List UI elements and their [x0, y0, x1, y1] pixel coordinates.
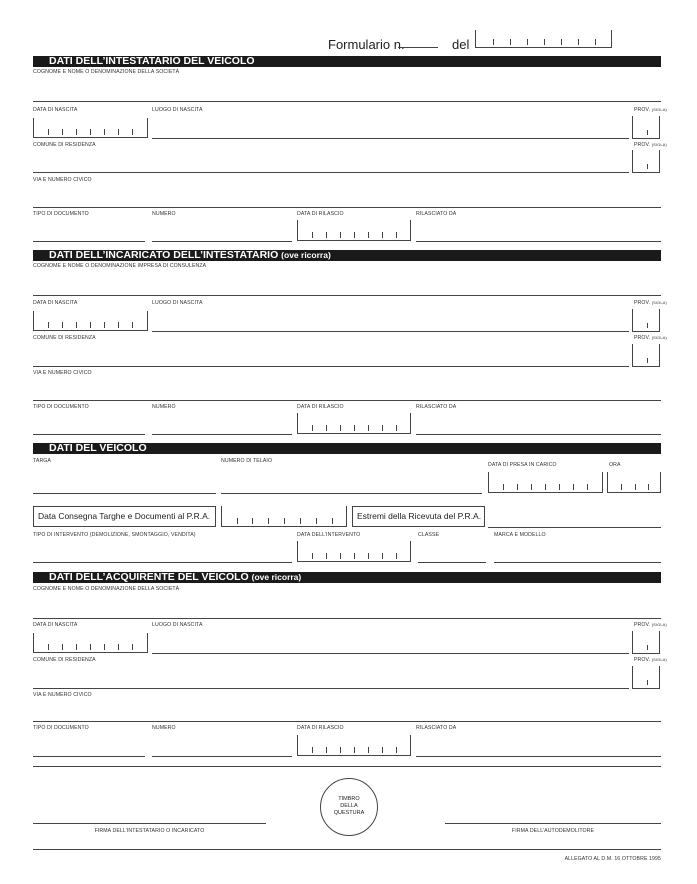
label-tipo-doc: TIPO DI DOCUMENTO	[33, 211, 89, 217]
signature-line-autodemolitore[interactable]	[445, 823, 661, 824]
field-numero[interactable]	[152, 434, 292, 435]
section-header-veicolo: DATI DEL VEICOLO	[33, 443, 661, 454]
prov-box-comune[interactable]	[632, 150, 660, 173]
consegna-label-box: Data Consegna Targhe e Documenti al P.R.A.	[33, 506, 216, 527]
field-rilasciato-da[interactable]	[416, 434, 661, 435]
label-comune: COMUNE DI RESIDENZA	[33, 335, 96, 341]
prov-box-nascita[interactable]	[632, 116, 660, 139]
data-nascita-boxes[interactable]	[33, 311, 148, 331]
label-numero: NUMERO	[152, 404, 176, 410]
label-prov: PROV. (SIGLA)	[634, 142, 667, 148]
data-rilascio-boxes[interactable]	[297, 735, 411, 756]
field-tipo-doc[interactable]	[33, 756, 145, 757]
label-targa: TARGA	[33, 458, 51, 464]
divider	[33, 766, 661, 767]
stamp-text-1: TIMBRO	[338, 796, 360, 802]
label-rilasciato-da: RILASCIATO DA	[416, 404, 457, 410]
label-rilasciato-da: RILASCIATO DA	[416, 725, 457, 731]
field-luogo-nascita[interactable]	[152, 653, 629, 654]
field-cognome-impresa[interactable]	[33, 295, 661, 296]
field-targa[interactable]	[33, 493, 216, 494]
label-prov: PROV. (SIGLA)	[634, 335, 667, 341]
label-marca: MARCA E MODELLO	[494, 532, 546, 538]
label-via: VIA E NUMERO CIVICO	[33, 370, 92, 376]
ora-boxes[interactable]	[607, 472, 661, 493]
field-luogo-nascita[interactable]	[152, 138, 629, 139]
data-presa-boxes[interactable]	[488, 472, 603, 493]
label-data-presa: DATA DI PRESA IN CARICO	[488, 462, 557, 468]
label-rilasciato-da: RILASCIATO DA	[416, 211, 457, 217]
field-numero[interactable]	[152, 756, 292, 757]
label-tipo-doc: TIPO DI DOCUMENTO	[33, 404, 89, 410]
data-rilascio-boxes[interactable]	[297, 220, 411, 241]
label-via: VIA E NUMERO CIVICO	[33, 692, 92, 698]
label-prov: PROV. (SIGLA)	[634, 300, 667, 306]
field-comune[interactable]	[33, 366, 629, 367]
field-estremi[interactable]	[488, 527, 661, 528]
prov-box-nascita[interactable]	[632, 631, 660, 654]
stamp-circle	[320, 778, 378, 836]
data-intervento-boxes[interactable]	[297, 541, 411, 562]
field-telaio[interactable]	[221, 493, 482, 494]
section-header-acquirente: DATI DELL’ACQUIRENTE DEL VEICOLO (ove ricorra)	[33, 572, 661, 583]
label-cognome: COGNOME E NOME O DENOMINAZIONE DELLA SOCIETÀ	[33, 586, 180, 592]
label-comune: COMUNE DI RESIDENZA	[33, 657, 96, 663]
field-via[interactable]	[33, 400, 661, 401]
allegato-text: ALLEGATO AL D.M. 16 OTTOBRE 1995	[564, 856, 661, 862]
field-luogo-nascita[interactable]	[152, 331, 629, 332]
label-via: VIA E NUMERO CIVICO	[33, 177, 92, 183]
stamp-text-2: DELLA	[340, 803, 358, 809]
field-via[interactable]	[33, 207, 661, 208]
label-classe: CLASSE	[418, 532, 440, 538]
label-ora: ORA	[609, 462, 621, 468]
field-rilasciato-da[interactable]	[416, 241, 661, 242]
data-rilascio-boxes[interactable]	[297, 413, 411, 434]
field-classe[interactable]	[418, 562, 486, 563]
estremi-label-box: Estremi della Ricevuta del P.R.A.	[352, 506, 485, 527]
label-data-nascita: DATA DI NASCITA	[33, 622, 78, 628]
label-telaio: NUMERO DI TELAIO	[221, 458, 273, 464]
field-via[interactable]	[33, 721, 661, 722]
data-nascita-boxes[interactable]	[33, 118, 148, 138]
field-numero[interactable]	[152, 241, 292, 242]
label-numero: NUMERO	[152, 725, 176, 731]
field-rilasciato-da[interactable]	[416, 756, 661, 757]
label-firma-autodemolitore: FIRMA DELL’AUTODEMOLITORE	[511, 828, 595, 834]
field-cognome[interactable]	[33, 618, 661, 619]
header-date-boxes[interactable]	[475, 30, 612, 48]
label-data-intervento: DATA DELL’INTERVENTO	[297, 532, 361, 538]
prov-box-comune[interactable]	[632, 666, 660, 689]
field-tipo-doc[interactable]	[33, 434, 145, 435]
label-data-rilascio: DATA DI RILASCIO	[297, 725, 344, 731]
footer-divider	[33, 849, 661, 850]
data-consegna-boxes[interactable]	[221, 506, 347, 527]
label-cognome-impresa: COGNOME E NOME O DENOMINAZIONE IMPRESA DI CONSULENZA	[33, 263, 207, 269]
label-data-rilascio: DATA DI RILASCIO	[297, 404, 344, 410]
label-tipo-intervento: TIPO DI INTERVENTO (DEMOLIZIONE, SMONTAGGIO, VENDITA)	[33, 532, 196, 538]
del-label: del	[452, 37, 470, 52]
label-luogo-nascita: LUOGO DI NASCITA	[152, 107, 203, 113]
field-tipo-doc[interactable]	[33, 241, 145, 242]
field-comune[interactable]	[33, 688, 629, 689]
label-firma-intestatario: FIRMA DELL’INTESTATARIO O INCARICATO	[94, 828, 205, 834]
label-luogo-nascita: LUOGO DI NASCITA	[152, 300, 203, 306]
field-comune[interactable]	[33, 172, 629, 173]
prov-box-nascita[interactable]	[632, 309, 660, 332]
label-tipo-doc: TIPO DI DOCUMENTO	[33, 725, 89, 731]
label-cognome: COGNOME E NOME O DENOMINAZIONE DELLA SOCIETÀ	[33, 69, 180, 75]
label-data-nascita: DATA DI NASCITA	[33, 107, 78, 113]
label-prov: PROV. (SIGLA)	[634, 622, 667, 628]
stamp-text-3: QUESTURA	[333, 810, 365, 816]
section-header-incaricato: DATI DELL’INCARICATO DELL’INTESTATARIO (ove ricorra)	[33, 250, 661, 261]
label-prov: PROV. (SIGLA)	[634, 657, 667, 663]
prov-box-comune[interactable]	[632, 344, 660, 367]
data-nascita-boxes[interactable]	[33, 633, 148, 653]
label-data-nascita: DATA DI NASCITA	[33, 300, 78, 306]
formulario-number-line[interactable]	[398, 47, 438, 48]
section-header-intestatario: DATI DELL’INTESTATARIO DEL VEICOLO	[33, 56, 661, 67]
field-cognome[interactable]	[33, 101, 661, 102]
signature-line-intestatario[interactable]	[33, 823, 266, 824]
label-data-rilascio: DATA DI RILASCIO	[297, 211, 344, 217]
label-luogo-nascita: LUOGO DI NASCITA	[152, 622, 203, 628]
label-comune: COMUNE DI RESIDENZA	[33, 142, 96, 148]
field-tipo-intervento[interactable]	[33, 562, 292, 563]
label-numero: NUMERO	[152, 211, 176, 217]
field-marca[interactable]	[494, 562, 661, 563]
formulario-label: Formulario n.	[328, 37, 405, 52]
label-prov: PROV. (SIGLA)	[634, 107, 667, 113]
